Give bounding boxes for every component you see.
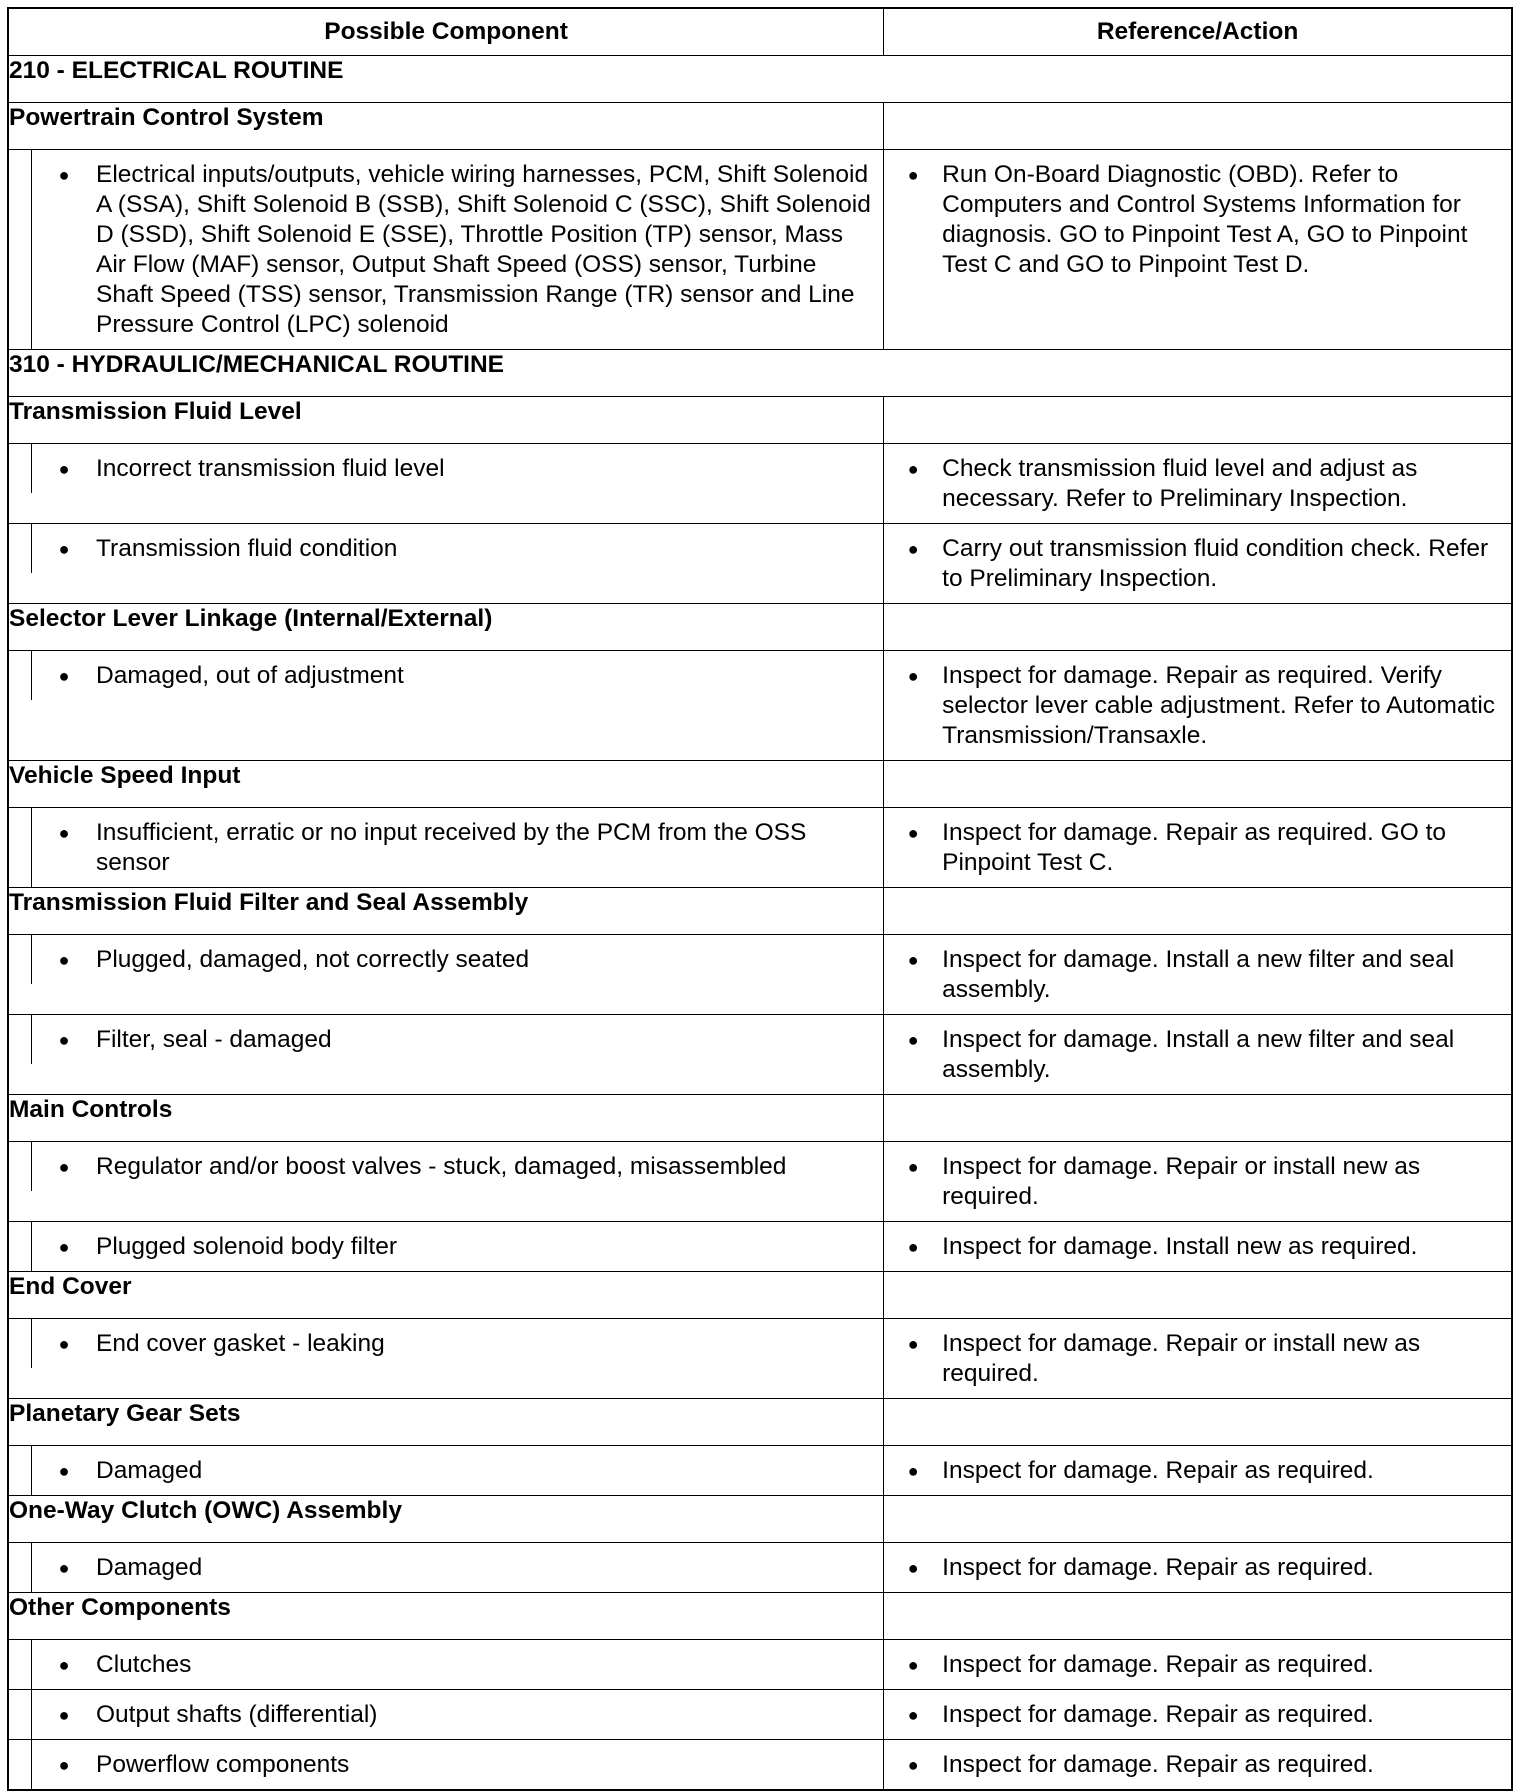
header-possible-component: Possible Component (8, 8, 884, 56)
routine-row-210-electrical-routine (8, 56, 1512, 103)
component-text: Plugged solenoid body filter (96, 1233, 398, 1260)
component-cell (8, 1690, 884, 1740)
component-text: Damaged (96, 1457, 203, 1484)
action-cell (884, 1142, 1512, 1222)
indent-column (9, 524, 32, 573)
component-cell (8, 150, 884, 350)
indent-column (9, 651, 32, 700)
action-cell (884, 1222, 1512, 1272)
component-cell (8, 1319, 884, 1399)
group-action-empty (884, 1272, 1512, 1319)
action-text: Check transmission fluid level and adjust as necessary. Refer to Preliminary Inspection. (942, 455, 1418, 512)
component-cell (8, 524, 884, 604)
indent-column (9, 1222, 32, 1271)
component-cell (8, 1222, 884, 1272)
bullet-icon: ● (907, 1655, 919, 1675)
bullet-icon: ● (58, 1558, 70, 1578)
header-reference-action: Reference/Action (884, 8, 1512, 56)
group-row-transmission-fluid-level (8, 397, 1512, 444)
component-text: Damaged (96, 1554, 203, 1581)
action-cell (884, 935, 1512, 1015)
indent-column (9, 1740, 32, 1789)
bullet-icon: ● (907, 539, 919, 559)
component-cell (8, 1543, 884, 1593)
indent-column (9, 1446, 32, 1495)
action-text: Inspect for damage. Repair as required. Verify selector lever cable adjustment. Refer to Automatic Transmission/Transaxle. (942, 662, 1496, 749)
table-row (8, 1222, 1512, 1272)
table-row (8, 651, 1512, 761)
action-text: Inspect for damage. Repair as required. (942, 1554, 1374, 1581)
group-row-selector-lever-linkage-internal-external (8, 604, 1512, 651)
component-text: Insufficient, erratic or no input received by the PCM from the OSS sensor (96, 819, 807, 876)
component-text: Damaged, out of adjustment (96, 662, 404, 689)
component-text: Clutches (96, 1651, 192, 1678)
group-action-empty (884, 888, 1512, 935)
routine-title: 210 - ELECTRICAL ROUTINE (8, 56, 1512, 103)
component-text: Output shafts (differential) (96, 1701, 378, 1728)
bullet-icon: ● (58, 1334, 70, 1354)
indent-column (9, 150, 32, 349)
bullet-icon: ● (58, 1461, 70, 1481)
action-text: Inspect for damage. Install new as required. (942, 1233, 1418, 1260)
component-cell (8, 1640, 884, 1690)
table-row (8, 1543, 1512, 1593)
group-row-powertrain-control-system (8, 103, 1512, 150)
bullet-icon: ● (58, 950, 70, 970)
bullet-icon: ● (58, 823, 70, 843)
group-name: Main Controls (8, 1095, 884, 1142)
group-action-empty (884, 604, 1512, 651)
action-cell (884, 524, 1512, 604)
group-action-empty (884, 1399, 1512, 1446)
indent-column (9, 1015, 32, 1064)
component-text: Transmission fluid condition (96, 535, 398, 562)
action-cell (884, 651, 1512, 761)
component-text: Filter, seal - damaged (96, 1026, 332, 1053)
group-action-empty (884, 761, 1512, 808)
component-text: Incorrect transmission fluid level (96, 455, 445, 482)
bullet-icon: ● (58, 539, 70, 559)
group-row-one-way-clutch-owc-assembly (8, 1496, 1512, 1543)
table-row (8, 150, 1512, 350)
group-action-empty (884, 1496, 1512, 1543)
action-text: Inspect for damage. Repair as required. (942, 1651, 1374, 1678)
component-text: Powerflow components (96, 1751, 350, 1778)
table-row (8, 1446, 1512, 1496)
bullet-icon: ● (907, 1755, 919, 1775)
bullet-icon: ● (58, 1030, 70, 1050)
component-text: Regulator and/or boost valves - stuck, damaged, misassembled (96, 1153, 787, 1180)
action-text: Inspect for damage. Repair as required. GO to Pinpoint Test C. (942, 819, 1447, 876)
action-text: Inspect for damage. Install a new filter and seal assembly. (942, 946, 1455, 1003)
table-body (8, 56, 1512, 1791)
action-text: Inspect for damage. Install a new filter and seal assembly. (942, 1026, 1455, 1083)
action-cell (884, 808, 1512, 888)
group-row-other-components (8, 1593, 1512, 1640)
table-row (8, 1740, 1512, 1791)
indent-column (9, 935, 32, 984)
routine-title: 310 - HYDRAULIC/MECHANICAL ROUTINE (8, 350, 1512, 397)
group-name: Other Components (8, 1593, 884, 1640)
indent-column (9, 808, 32, 887)
bullet-icon: ● (907, 1334, 919, 1354)
group-name: Vehicle Speed Input (8, 761, 884, 808)
table-row (8, 935, 1512, 1015)
bullet-icon: ● (58, 666, 70, 686)
action-cell (884, 1740, 1512, 1791)
component-text: Electrical inputs/outputs, vehicle wiring harnesses, PCM, Shift Solenoid A (SSA), Shift Solenoid B (SSB), Shift Solenoid C (SSC), Shift Solenoid D (SSD), Shift Solenoid E (SSE), Throttle Position (TP) sensor, Mass Air Flow (MAF) sensor, Output Shaft Speed (OSS) sensor, Turbine Shaft Speed (TSS) sensor, Transmission Range (TR) sensor and Line Pressure Control (LPC) solenoid (96, 161, 871, 338)
table-row (8, 1690, 1512, 1740)
table-row (8, 1015, 1512, 1095)
indent-column (9, 1142, 32, 1191)
action-cell (884, 1640, 1512, 1690)
component-cell (8, 808, 884, 888)
component-cell (8, 651, 884, 761)
bullet-icon: ● (58, 1237, 70, 1257)
action-cell (884, 1446, 1512, 1496)
bullet-icon: ● (907, 1157, 919, 1177)
group-row-main-controls (8, 1095, 1512, 1142)
routine-row-310-hydraulic-mechanical-routine (8, 350, 1512, 397)
bullet-icon: ● (907, 1030, 919, 1050)
table-row (8, 444, 1512, 524)
action-text: Run On-Board Diagnostic (OBD). Refer to Computers and Control Systems Information for diagnosis. GO to Pinpoint Test A, GO to Pinpoint Test C and GO to Pinpoint Test D. (942, 161, 1468, 278)
table-row (8, 524, 1512, 604)
group-name: Selector Lever Linkage (Internal/External) (8, 604, 884, 651)
bullet-icon: ● (58, 1157, 70, 1177)
component-text: Plugged, damaged, not correctly seated (96, 946, 530, 973)
group-row-vehicle-speed-input (8, 761, 1512, 808)
indent-column (9, 1640, 32, 1689)
component-cell (8, 935, 884, 1015)
bullet-icon: ● (907, 1558, 919, 1578)
bullet-icon: ● (907, 823, 919, 843)
component-cell (8, 1740, 884, 1791)
action-text: Inspect for damage. Repair or install new as required. (942, 1153, 1421, 1210)
action-text: Inspect for damage. Repair as required. (942, 1457, 1374, 1484)
group-row-planetary-gear-sets (8, 1399, 1512, 1446)
bullet-icon: ● (907, 666, 919, 686)
component-cell (8, 444, 884, 524)
bullet-icon: ● (58, 459, 70, 479)
header-row (8, 8, 1512, 56)
bullet-icon: ● (58, 1755, 70, 1775)
indent-column (9, 1690, 32, 1739)
action-text: Carry out transmission fluid condition check. Refer to Preliminary Inspection. (942, 535, 1489, 592)
bullet-icon: ● (58, 165, 70, 185)
action-cell (884, 1543, 1512, 1593)
group-row-end-cover (8, 1272, 1512, 1319)
action-text: Inspect for damage. Repair as required. (942, 1751, 1374, 1778)
indent-column (9, 1319, 32, 1368)
group-action-empty (884, 397, 1512, 444)
diagnosis-table (7, 7, 1513, 1791)
bullet-icon: ● (907, 1461, 919, 1481)
group-action-empty (884, 1095, 1512, 1142)
group-name: Powertrain Control System (8, 103, 884, 150)
component-cell (8, 1446, 884, 1496)
group-name: Planetary Gear Sets (8, 1399, 884, 1446)
action-cell (884, 150, 1512, 350)
action-cell (884, 444, 1512, 524)
bullet-icon: ● (907, 950, 919, 970)
component-cell (8, 1142, 884, 1222)
table-row (8, 808, 1512, 888)
group-name: Transmission Fluid Level (8, 397, 884, 444)
indent-column (9, 444, 32, 493)
action-text: Inspect for damage. Repair or install new as required. (942, 1330, 1421, 1387)
component-text: End cover gasket - leaking (96, 1330, 385, 1357)
table-row (8, 1640, 1512, 1690)
bullet-icon: ● (58, 1705, 70, 1725)
bullet-icon: ● (907, 1705, 919, 1725)
component-cell (8, 1015, 884, 1095)
group-name: Transmission Fluid Filter and Seal Assembly (8, 888, 884, 935)
bullet-icon: ● (907, 459, 919, 479)
bullet-icon: ● (907, 165, 919, 185)
action-text: Inspect for damage. Repair as required. (942, 1701, 1374, 1728)
group-row-transmission-fluid-filter-and-seal-assembly (8, 888, 1512, 935)
action-cell (884, 1319, 1512, 1399)
group-action-empty (884, 103, 1512, 150)
indent-column (9, 1543, 32, 1592)
group-name: End Cover (8, 1272, 884, 1319)
bullet-icon: ● (907, 1237, 919, 1257)
group-action-empty (884, 1593, 1512, 1640)
action-cell (884, 1015, 1512, 1095)
bullet-icon: ● (58, 1655, 70, 1675)
table-row (8, 1142, 1512, 1222)
table-row (8, 1319, 1512, 1399)
action-cell (884, 1690, 1512, 1740)
group-name: One-Way Clutch (OWC) Assembly (8, 1496, 884, 1543)
